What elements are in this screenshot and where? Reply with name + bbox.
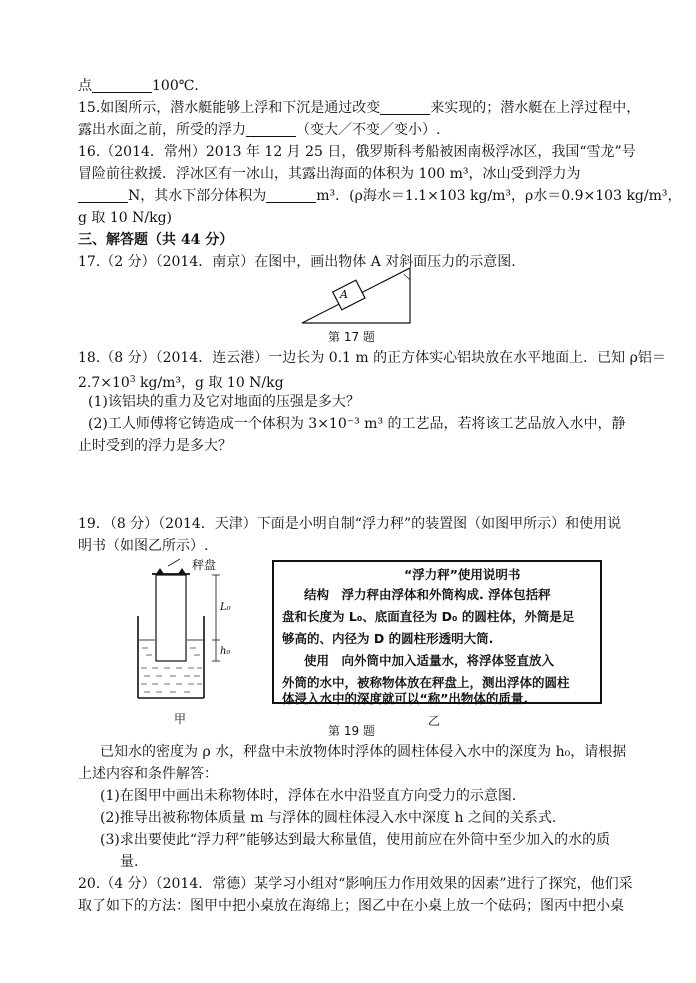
q15-line-1 — [78, 98, 640, 118]
q16-line-4: g 取 10 N/kg) — [78, 210, 173, 226]
fig17-caption: 第 17 题 — [328, 330, 375, 344]
q16-text-c2: m³．(ρ海水＝1.1×103 kg/m³，ρ水＝0.9×103 kg/m³， — [316, 188, 682, 204]
q17-line: 17.（2 分）（2014．南京）在图中，画出物体 A 对斜面压力的示意图. — [78, 254, 516, 270]
q20-line-2: 取了如下的方法：图甲中把小桌放在海绵上；图乙中在小桌上放一个砝码；图丙中把小桌 — [78, 898, 624, 914]
manual-line-5: 外筒的水中，被称物体放在秤盘上，测出浮体的圆柱 — [282, 675, 570, 690]
q16-line-3 — [78, 186, 682, 206]
label-h0: h₀ — [220, 646, 231, 657]
float-cylinder — [156, 575, 186, 661]
line-boiling-point — [78, 76, 208, 96]
q15-line-2 — [78, 120, 440, 140]
section-heading: 三、解答题（共 44 分） — [78, 232, 234, 248]
pan-label: 秤盘 — [192, 558, 217, 572]
fig19-right-label: 乙 — [428, 714, 441, 728]
answer-blank[interactable] — [266, 188, 316, 203]
q19-line-4: 上述内容和条件解答： — [78, 766, 218, 782]
answer-blank[interactable] — [380, 100, 430, 115]
q19-sub-3-cont: 量. — [120, 854, 139, 870]
incline-figure — [300, 266, 420, 326]
q18-text-post: kg/m³，g 取 10 N/kg — [135, 375, 284, 391]
q19-sub-3: (3)求出要使此“浮力秤”能够达到最大称量值，使用前应在外筒中至少加入的水的质 — [100, 832, 611, 848]
q15-text-b: 来实现的；潜水艇在上浮过程中， — [430, 100, 641, 116]
answer-blank[interactable] — [92, 78, 152, 93]
manual-title: “浮力秤”使用说明书 — [404, 567, 521, 582]
q18-text-pre: 2.7×10 — [78, 375, 130, 391]
q19-line-3: 已知水的密度为 ρ 水，秤盘中未放物体时浮体的圆柱体侵入水中的深度为 h₀，请根据 — [100, 744, 627, 760]
float-scale-figure — [128, 558, 236, 710]
q18-line-1: 18.（8 分）（2014．连云港）一边长为 0.1 m 的正方体实心铝块放在水平地面上．已知 ρ铝＝ — [78, 350, 666, 366]
q19-sub-2: (2)推导出被称物体质量 m 与浮体的圆柱体浸入水中深度 h 之间的关系式. — [100, 810, 557, 826]
q19-sub-1: (1)在图甲中画出未称物体时，浮体在水中沿竖直方向受力的示意图. — [100, 788, 517, 804]
manual-line-3: 够高的、内径为 D 的圆柱形透明大筒. — [282, 631, 494, 646]
manual-line-4: 使用 向外筒中加入适量水，将浮体竖直放入 — [304, 653, 555, 668]
q20-line-1: 20.（4 分）（2014．常德）某学习小组对“影响压力作用效果的因素”进行了探究，他们采 — [78, 876, 633, 892]
q19-line-2: 明书（如图乙所示）. — [78, 538, 209, 554]
answer-blank[interactable] — [246, 122, 296, 137]
q18-sub-2: (2)工人师傅将它铸造成一个体积为 3×10⁻³ m³ 的工艺品，若将该工艺品放入水中，静 — [88, 416, 626, 432]
fig19-left-label: 甲 — [174, 712, 187, 726]
q16-line-1: 16.（2014．常州）2013 年 12 月 25 日，俄罗斯科考船被困南极浮冰区，我国“雪龙”号 — [78, 144, 636, 160]
fig19-caption: 第 19 题 — [328, 724, 375, 738]
label-l0: L₀ — [220, 602, 231, 613]
incline-hatch — [404, 274, 410, 280]
manual-line-2: 盘和长度为 L₀、底面直径为 D₀ 的圆柱体，外筒是足 — [282, 609, 575, 624]
text-dian: 点 — [78, 78, 92, 94]
q18-line-2 — [78, 370, 284, 393]
manual-line-1: 结构 浮力秤由浮体和外筒构成. 浮体包括秤 — [304, 587, 551, 602]
q16-text-c1: N，其水下部分体积为 — [128, 188, 267, 204]
q19-line-1: 19．（8 分）（2014．天津）下面是小明自制“浮力秤”的装置图（如图甲所示）和使用说 — [78, 516, 622, 532]
q15-text-c: 露出水面之前，所受的浮力 — [78, 122, 246, 138]
block-a-label: A — [340, 288, 348, 301]
q18-sub-2-cont: 止时受到的浮力是多大？ — [78, 438, 232, 454]
q15-text-d: （变大／不变／变小）. — [296, 122, 441, 138]
q15-text-a: 15.如图所示，潜水艇能够上浮和下沉是通过改变 — [78, 100, 381, 116]
answer-blank[interactable] — [78, 188, 128, 203]
q18-sub-1: (1)该铝块的重力及它对地面的压强是多大？ — [88, 394, 360, 410]
q18-text-sup: 3 — [129, 375, 136, 385]
manual-box — [272, 560, 602, 704]
text-100c: 100℃． — [152, 78, 209, 94]
manual-line-6: 体浸入水中的深度就可以“称”出物体的质量. — [282, 691, 529, 706]
q16-line-2: 冒险前往救援．浮冰区有一冰山，其露出海面的体积为 100 m³，冰山受到浮力为 — [78, 166, 581, 182]
